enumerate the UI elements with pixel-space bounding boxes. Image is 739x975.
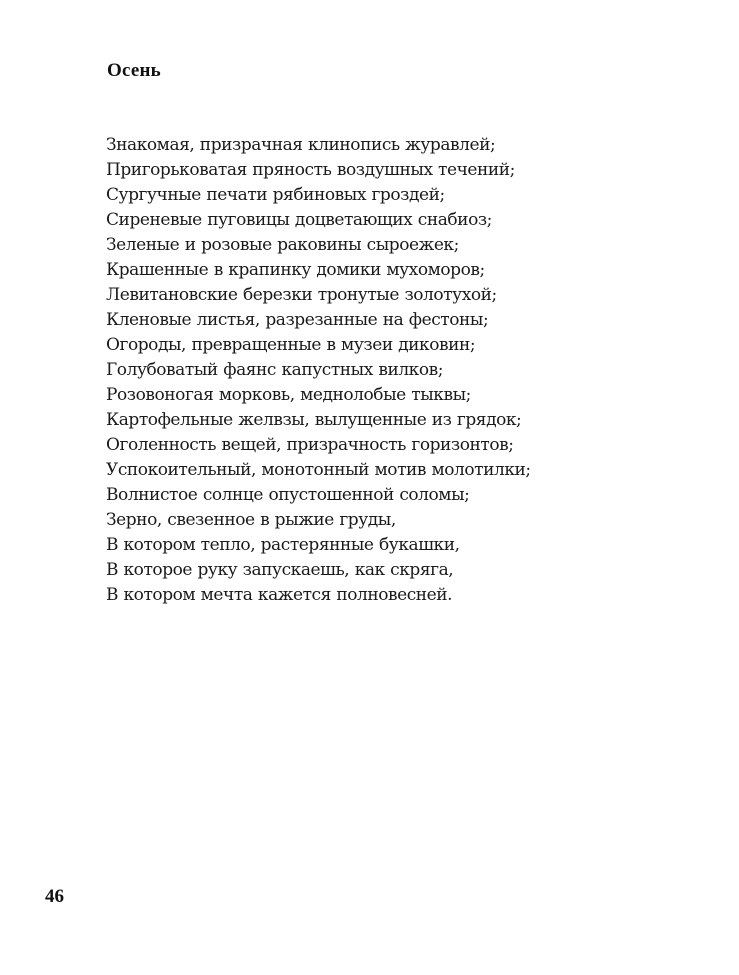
poem-line: Пригорьковатая пряность воздушных течений; bbox=[106, 160, 515, 180]
poem-line: Зерно, свезенное в рыжие груды, bbox=[106, 510, 396, 530]
poem-body bbox=[106, 133, 706, 608]
poem-line: Огороды, превращенные в музеи диковин; bbox=[106, 335, 476, 355]
poem-line: Розовоногая морковь, меднолобые тыквы; bbox=[106, 385, 471, 405]
poem-line: Голубоватый фаянс капустных вилков; bbox=[106, 360, 444, 380]
poem-line: Зеленые и розовые раковины сыроежек; bbox=[106, 235, 459, 255]
poem-line: Крашенные в крапинку домики мухоморов; bbox=[106, 260, 485, 280]
poem-title: Осень bbox=[107, 60, 161, 81]
poem-line: В котором тепло, растерянные букашки, bbox=[106, 535, 460, 555]
poem-line: Оголенность вещей, призрачность горизонтов; bbox=[106, 435, 514, 455]
poem-line: Волнистое солнце опустошенной соломы; bbox=[106, 485, 470, 505]
poem-line: В которое руку запускаешь, как скряга, bbox=[106, 560, 454, 580]
poem-line: Левитановские березки тронутые золотухой; bbox=[106, 285, 497, 305]
poem-line: Сургучные печати рябиновых гроздей; bbox=[106, 185, 445, 205]
poem-line: Картофельные желвзы, вылущенные из грядок; bbox=[106, 410, 522, 430]
poem-line: Сиреневые пуговицы доцветающих снабиоз; bbox=[106, 210, 492, 230]
poem-line: В котором мечта кажется полновесней. bbox=[106, 585, 453, 605]
poem-line: Успокоительный, монотонный мотив молотилки; bbox=[106, 460, 531, 480]
poem-line: Кленовые листья, разрезанные на фестоны; bbox=[106, 310, 489, 330]
page-number: 46 bbox=[45, 886, 64, 907]
poem-line: Знакомая, призрачная клинопись журавлей; bbox=[106, 135, 496, 155]
